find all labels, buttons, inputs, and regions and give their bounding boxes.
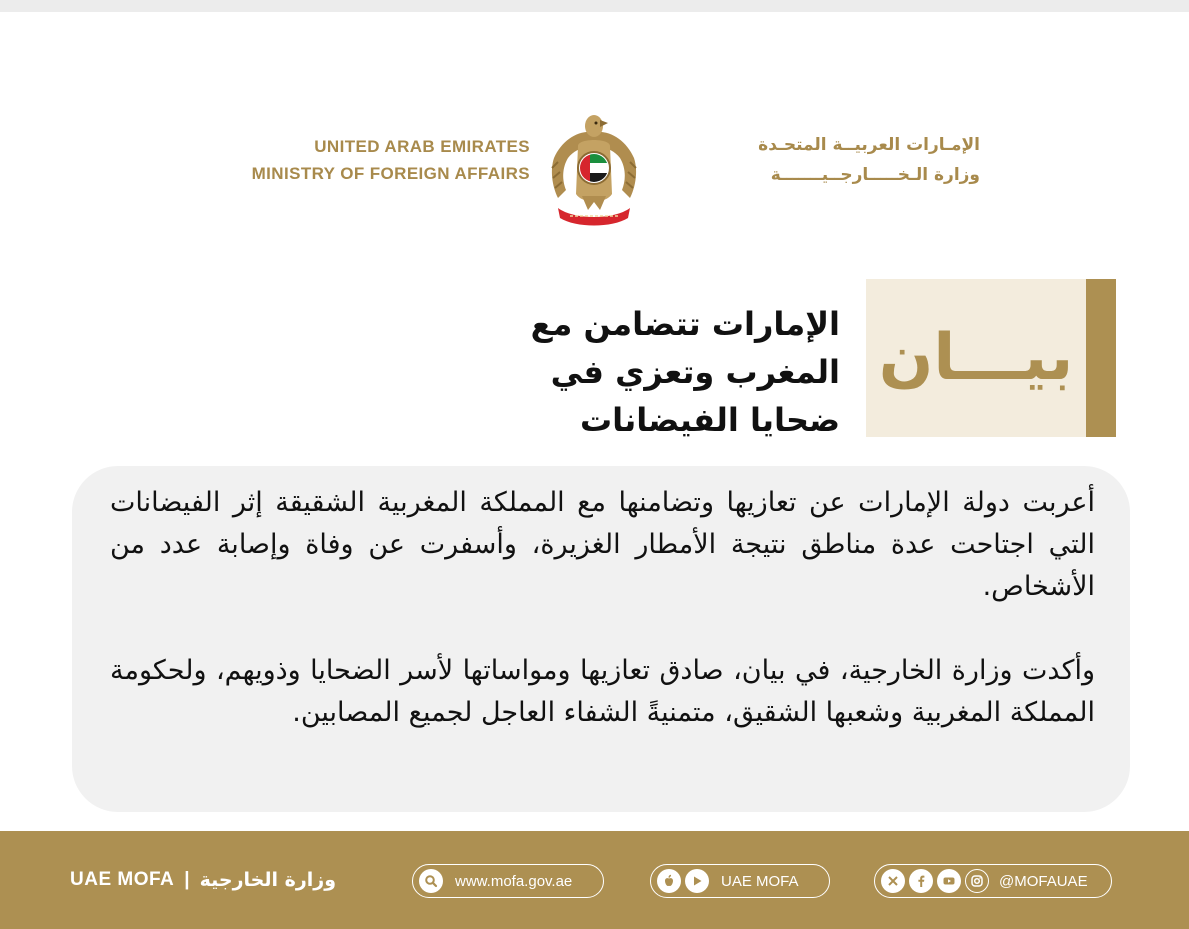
statement-paragraph-2: وأكدت وزارة الخارجية، في بيان، صادق تعازيها ومواساتها لأسر الضحايا وذويهم، ولحكومة المملكة المغربية وشعبها الشقيق، متمنيةً الشفاء العاجل لجميع المصابين.	[110, 655, 1095, 728]
statement-title: الإمارات تتضامن مع المغرب وتعزي في ضحايا الفيضانات	[530, 305, 840, 439]
footer-brand-separator: |	[184, 869, 190, 890]
country-name-arabic: الإمـارات العربيــة المتحـدة	[758, 135, 980, 155]
website-link[interactable]	[412, 864, 604, 898]
website-url: www.mofa.gov.ae	[455, 872, 573, 890]
top-strip	[0, 0, 1189, 12]
statement-badge	[866, 279, 1116, 437]
uae-emblem-falcon-icon	[548, 110, 640, 226]
facebook-icon[interactable]	[909, 869, 933, 893]
social-handle: @MOFAUAE	[999, 872, 1088, 890]
footer-brand-english: UAE MOFA	[70, 869, 175, 890]
ministry-name-arabic	[660, 130, 980, 190]
ministry-name-english	[180, 133, 530, 187]
ministry-name-arabic-line: وزارة الـخـــــارجــيـــــــة	[770, 165, 980, 185]
app-store-links[interactable]	[650, 864, 830, 898]
statement-body	[110, 482, 1095, 734]
youtube-icon[interactable]	[937, 869, 961, 893]
statement-badge-label: بيـــان	[878, 321, 1074, 395]
google-play-icon[interactable]	[685, 869, 709, 893]
footer-brand	[70, 831, 336, 929]
x-icon[interactable]	[881, 869, 905, 893]
country-name-english: UNITED ARAB EMIRATES	[314, 137, 530, 156]
search-icon	[419, 869, 443, 893]
statement-paragraph-1: أعربت دولة الإمارات عن تعازيها وتضامنها مع المملكة المغربية الشقيقة إثر الفيضانات التي اجتاحت عدة مناطق نتيجة الأمطار الغزيرة، وأسفرت عن وفاة وإصابة عدد من الأشخاص.	[110, 487, 1095, 602]
statement-badge-bar	[1086, 279, 1116, 437]
instagram-icon[interactable]	[965, 869, 989, 893]
footer-brand-arabic: وزارة الخارجية	[199, 869, 337, 891]
apple-icon[interactable]	[657, 869, 681, 893]
app-name: UAE MOFA	[721, 872, 799, 890]
footer-bar	[0, 831, 1189, 929]
social-links[interactable]	[874, 864, 1112, 898]
ministry-name-english-line: MINISTRY OF FOREIGN AFFAIRS	[251, 164, 530, 183]
